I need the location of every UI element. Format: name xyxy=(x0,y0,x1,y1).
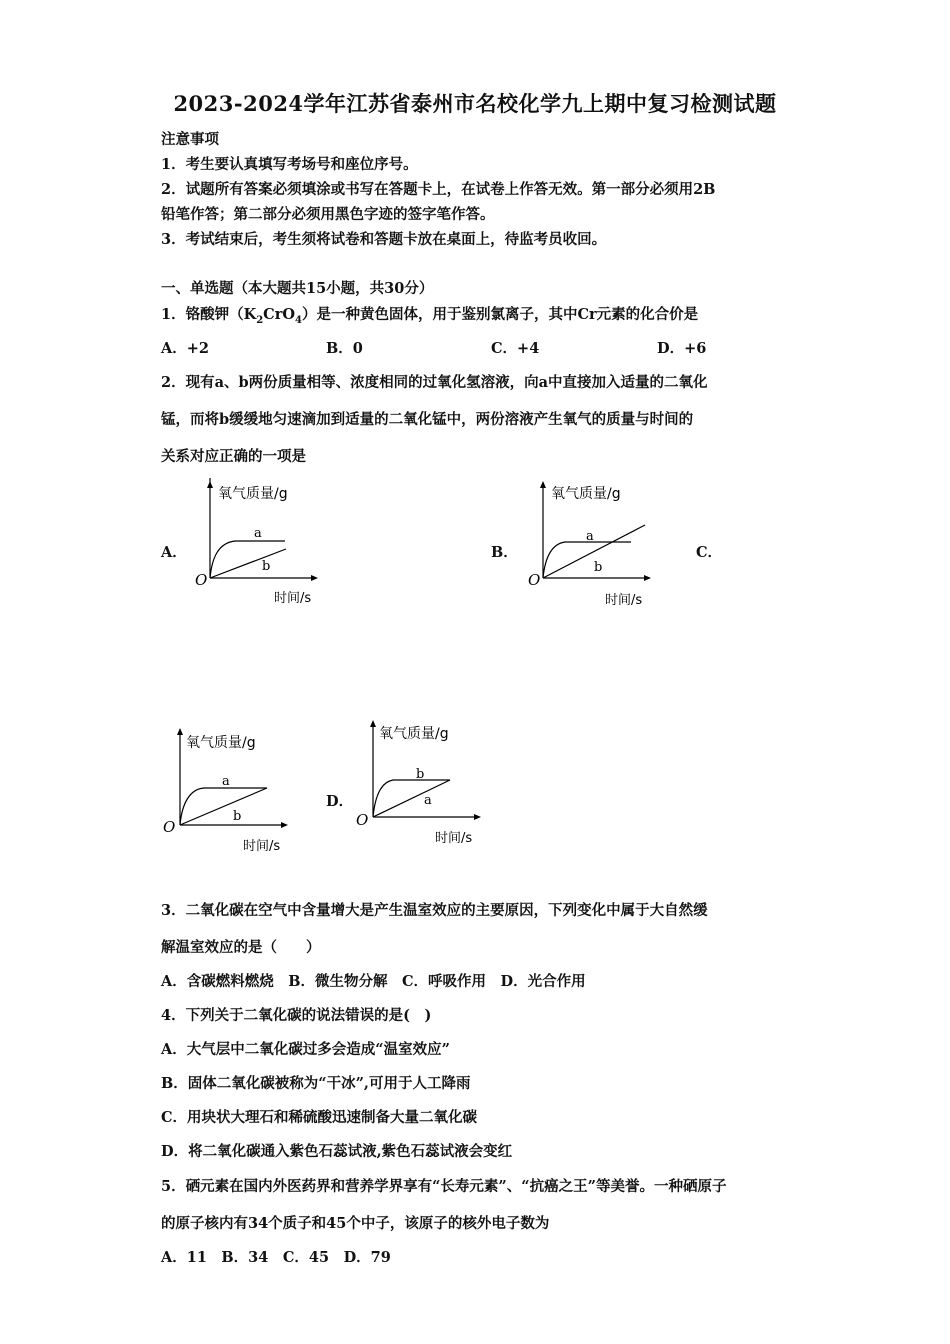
y-axis-label: 氧气质量/g xyxy=(551,486,621,502)
q4-option-c: C．用块状大理石和稀硫酸迅速制备大量二氧化碳 xyxy=(161,1109,478,1126)
notice-item: 2．试题所有答案必须填涂或书写在答题卡上，在试卷上作答无效。第一部分必须用2B xyxy=(161,181,716,198)
question-2-line: 锰，而将b缓缓地匀速滴加到适量的二氧化锰中，两份溶液产生氧气的质量与时间的 xyxy=(161,411,694,428)
question-4-stem: 4．下列关于二氧化碳的说法错误的是( ) xyxy=(161,1007,432,1024)
q2-option-d-label: D． xyxy=(326,793,354,810)
q1-stem-pre: 1．铬酸钾（K xyxy=(161,306,257,323)
curve-a-label: a xyxy=(254,526,262,541)
question-3-line: 解温室效应的是（ ） xyxy=(161,939,321,956)
curve-b-label: b xyxy=(262,559,271,574)
graph-c xyxy=(160,725,300,855)
q4-option-a: A．大气层中二氧化碳过多会造成“温室效应” xyxy=(161,1041,450,1058)
section-heading: 一、单选题（本大题共15小题，共30分） xyxy=(161,280,434,297)
q4-option-d: D．将二氧化碳通入紫色石蕊试液,紫色石蕊试液会变红 xyxy=(161,1143,513,1160)
q2-option-b-label: B． xyxy=(491,544,518,561)
q1-option-c: C．+4 xyxy=(491,340,540,357)
curve-b-label: b xyxy=(594,560,603,575)
notice-item: 1．考生要认真填写考场号和座位序号。 xyxy=(161,156,418,173)
graph-d xyxy=(353,717,493,847)
notice-heading: 注意事项 xyxy=(161,131,219,148)
x-axis-label: 时间/s xyxy=(435,831,473,846)
q2-option-a-label: A． xyxy=(161,544,187,561)
q5-options: A．11 B．34 C．45 D．79 xyxy=(161,1249,391,1266)
curve-a-label: a xyxy=(586,529,594,544)
origin-label: O xyxy=(195,571,208,589)
question-5-line: 5．硒元素在国内外医药界和营养学界享有“长寿元素”、“抗癌之王”等美誉。一种硒原子 xyxy=(161,1178,727,1195)
question-5-line: 的原子核内有34个质子和45个中子，该原子的核外电子数为 xyxy=(161,1215,550,1232)
question-3-line: 3．二氧化碳在空气中含量增大是产生温室效应的主要原因，下列变化中属于大自然缓 xyxy=(161,902,708,919)
x-axis-label: 时间/s xyxy=(243,839,281,854)
q3-options: A．含碳燃料燃烧 B．微生物分解 C．呼吸作用 D．光合作用 xyxy=(161,973,586,990)
q1-option-d: D．+6 xyxy=(657,340,707,357)
q1-stem-post: ）是一种黄色固体，用于鉴别氯离子，其中Cr元素的化合价是 xyxy=(301,306,699,323)
q1-option-a: A．+2 xyxy=(161,340,209,357)
graph-b xyxy=(523,478,663,608)
q2-option-c-label: C． xyxy=(696,544,723,561)
x-axis-label: 时间/s xyxy=(274,591,312,606)
question-2-line: 关系对应正确的一项是 xyxy=(161,448,306,465)
q4-option-b: B．固体二氧化碳被称为“干冰”,可用于人工降雨 xyxy=(161,1075,471,1092)
origin-label: O xyxy=(356,811,369,829)
origin-label: O xyxy=(528,571,541,589)
graph-a xyxy=(190,478,330,608)
notice-item: 铅笔作答；第二部分必须用黑色字迹的签字笔作答。 xyxy=(161,206,495,223)
origin-label: O xyxy=(163,818,176,836)
page-title: 2023-2024学年江苏省泰州市名校化学九上期中复习检测试题 xyxy=(173,91,777,116)
curve-a-label: a xyxy=(424,793,432,808)
y-axis-label: 氧气质量/g xyxy=(218,486,288,502)
curve-b-label: b xyxy=(233,809,242,824)
q1-sub: 2 xyxy=(256,314,264,326)
q1-sub: 4 xyxy=(294,314,302,326)
question-1-stem xyxy=(161,303,698,326)
curve-a-label: a xyxy=(222,774,230,789)
notice-item: 3．考试结束后，考生须将试卷和答题卡放在桌面上，待监考员收回。 xyxy=(161,231,607,248)
question-2-line: 2．现有a、b两份质量相等、浓度相同的过氧化氢溶液，向a中直接加入适量的二氧化 xyxy=(161,374,708,391)
curve-b-label: b xyxy=(416,767,425,782)
q1-stem-mid: CrO xyxy=(263,306,295,323)
y-axis-label: 氧气质量/g xyxy=(379,726,449,742)
q1-option-b: B．0 xyxy=(326,340,363,357)
x-axis-label: 时间/s xyxy=(605,593,643,608)
y-axis-label: 氧气质量/g xyxy=(186,735,256,751)
